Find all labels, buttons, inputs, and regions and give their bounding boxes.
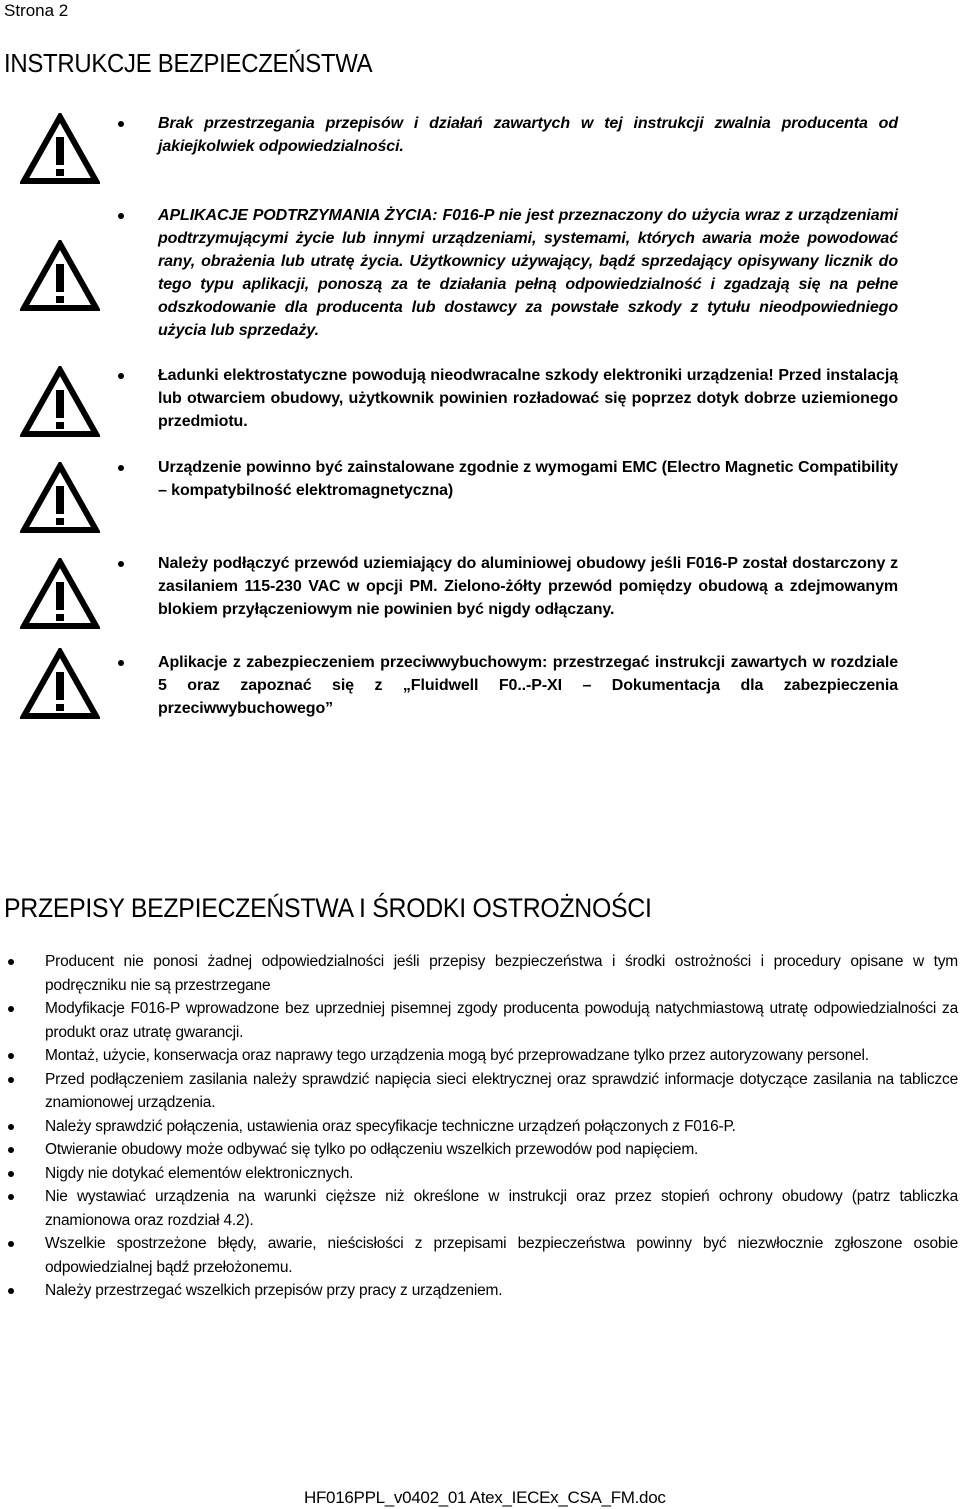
list-item <box>0 1232 960 1279</box>
bullet-icon <box>8 1053 14 1059</box>
list-item <box>0 950 960 997</box>
list-item-text: Producent nie ponosi żadnej odpowiedzialności jeśli przepisy bezpieczeństwa i środki ostrożności i procedury opisane w tym podręczniku nie są przestrzegane <box>45 953 958 994</box>
list-item-text: Wszelkie spostrzeżone błędy, awarie, nieścisłości z przepisami bezpieczeństwa powinny być niezwłocznie zgłoszone osobie odpowiedzialnej bądź przełożonemu. <box>45 1235 958 1276</box>
bullet-icon <box>118 465 124 471</box>
warning-item <box>118 204 898 342</box>
bullet-icon <box>8 1124 14 1130</box>
list-item <box>0 1162 960 1186</box>
bullet-icon <box>8 1171 14 1177</box>
bullet-icon <box>118 373 124 379</box>
list-item-text: Modyfikacje F016-P wprowadzone bez uprzedniej pisemnej zgody producenta powodują natychmiastową utratę odpowiedzialności za produkt oraz utratę gwarancji. <box>45 1000 958 1041</box>
list-item-text: Montaż, użycie, konserwacja oraz naprawy tego urządzenia mogą być przeprowadzane tylko przez autoryzowany personel. <box>45 1047 869 1064</box>
list-item <box>0 997 960 1044</box>
warning-text: Brak przestrzegania przepisów i działań zawartych w tej instrukcji zwalnia producenta od jakiejkolwiek odpowiedzialności. <box>158 115 898 155</box>
warning-item <box>118 112 898 158</box>
warning-triangle-icon <box>20 648 100 720</box>
warning-text: Aplikacje z zabezpieczeniem przeciwwybuchowym: przestrzegać instrukcji zawartych w rozdziale 5 oraz zapoznać się z „Fluidwell F0..-P-XI – Dokumentacja dla zabezpieczenia przeciwwybuchowego” <box>158 654 898 717</box>
warning-item <box>118 651 898 720</box>
page-number: Strona 2 <box>4 1 69 20</box>
warning-text: Należy podłączyć przewód uziemiający do aluminiowej obudowy jeśli F016-P został dostarczony z zasilaniem 115-230 VAC w opcji PM. Zielono-żółty przewód pomiędzy obudową a zdejmowanym blokiem przyłączeniowym nie powinien być nigdy odłączany. <box>158 555 898 618</box>
warning-triangle-icon <box>20 113 100 185</box>
document-filename: HF016PPL_v0402_01 Atex_IECEx_CSA_FM.doc <box>304 1488 666 1507</box>
bullet-icon <box>118 213 124 219</box>
warning-triangle-icon <box>20 462 100 534</box>
bullet-icon <box>118 660 124 666</box>
bullet-icon <box>8 1288 14 1294</box>
bullet-icon <box>8 959 14 965</box>
warning-item <box>118 364 898 433</box>
warning-triangle-icon <box>20 558 100 630</box>
list-item <box>0 1138 960 1162</box>
warning-text: Ładunki elektrostatyczne powodują nieodwracalne szkody elektroniki urządzenia! Przed instalacją lub otwarciem obudowy, użytkownik powinien rozładować się poprzez dotyk dobrze uziemionego przedmiotu. <box>158 367 898 430</box>
bullet-icon <box>8 1077 14 1083</box>
precautions-list <box>0 950 960 1303</box>
bullet-icon <box>8 1147 14 1153</box>
list-item-text: Przed podłączeniem zasilania należy sprawdzić napięcia sieci elektrycznej oraz sprawdzić informacje dotyczące zasilania na tabliczce znamionowej urządzenia. <box>45 1070 958 1111</box>
bullet-icon <box>8 1194 14 1200</box>
list-item <box>0 1279 960 1303</box>
warning-triangle-icon <box>20 240 100 312</box>
warning-text: Urządzenie powinno być zainstalowane zgodnie z wymogami EMC (Electro Magnetic Compatibility – kompatybilność elektromagnetyczna) <box>158 459 898 499</box>
list-item-text: Należy przestrzegać wszelkich przepisów przy pracy z urządzeniem. <box>45 1282 503 1299</box>
list-item-text: Nie wystawiać urządzenia na warunki cięższe niż określone w instrukcji oraz przez stopień ochrony obudowy (patrz tabliczka znamionowa oraz rozdział 4.2). <box>45 1188 958 1229</box>
safety-instructions-title: INSTRUKCJE BEZPIECZEŃSTWA <box>4 48 373 78</box>
bullet-icon <box>8 1006 14 1012</box>
list-item-text: Otwieranie obudowy może odbywać się tylko po odłączeniu wszelkich przewodów pod napięciem. <box>45 1141 699 1158</box>
warning-item <box>118 456 898 502</box>
list-item <box>0 1185 960 1232</box>
warning-triangle-icon <box>20 366 100 438</box>
warning-text: APLIKACJE PODTRZYMANIA ŻYCIA: F016-P nie jest przeznaczony do użycia wraz z urządzeniami podtrzymującymi życie lub innymi urządzeniami, systemami, których awaria może powodować rany, obrażenia lub utratę życia. Użytkownicy używający, bądź sprzedający opisywany licznik do tego typu aplikacji, ponoszą za te działania pełną odpowiedzialność i zgadzają się na pełne odszkodowanie dla producenta lub dostawcy za powstałe szkody z tytułu nieodpowiedniego użycia lub sprzedaży. <box>158 207 898 339</box>
bullet-icon <box>8 1241 14 1247</box>
list-item <box>0 1044 960 1068</box>
list-item <box>0 1068 960 1115</box>
list-item-text: Należy sprawdzić połączenia, ustawienia oraz specyfikacje techniczne urządzeń połączonych z F016-P. <box>45 1117 736 1135</box>
bullet-icon <box>118 561 124 567</box>
warning-item <box>118 552 898 621</box>
safety-regulations-title: PRZEPISY BEZPIECZEŃSTWA I ŚRODKI OSTROŻNOŚCI <box>4 893 652 923</box>
bullet-icon <box>118 121 124 127</box>
list-item-text: Nigdy nie dotykać elementów elektronicznych. <box>45 1164 354 1182</box>
list-item <box>0 1115 960 1139</box>
